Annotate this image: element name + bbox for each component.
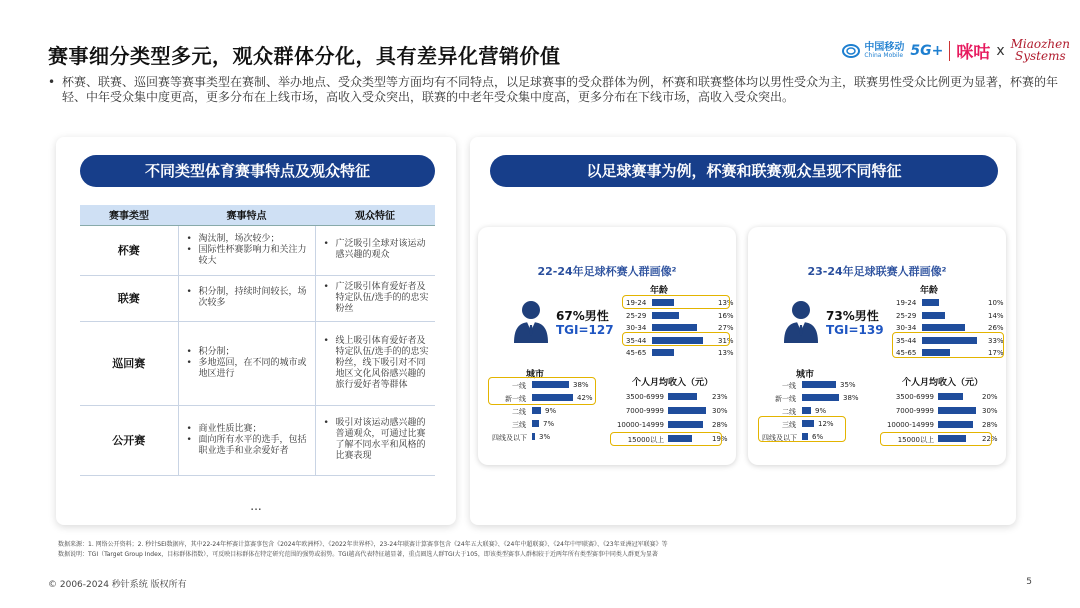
highlight-box (880, 432, 992, 446)
bar-value: 19% (712, 435, 728, 443)
row-type: 巡回赛 (80, 321, 178, 405)
more-ellipsis: ... (250, 499, 262, 513)
logo-bar (842, 38, 1070, 63)
bar-value: 13% (718, 349, 734, 357)
bar (938, 407, 976, 414)
bar-value: 10% (988, 299, 1004, 307)
bar-label: 3500-6999 (625, 393, 664, 401)
page-title: 赛事细分类型多元，观众群体分化，具有差异化营销价值 (48, 44, 561, 68)
bar-value: 23% (712, 393, 728, 401)
feature-item: • 商业性质比赛； (185, 424, 309, 435)
bar-value: 26% (988, 324, 1004, 332)
bar (532, 420, 539, 427)
bar-label: 10000-14999 (886, 421, 934, 429)
row-type: 公开赛 (80, 405, 178, 475)
footnotes (58, 540, 1058, 560)
income-label: 个人月均收入（元） (632, 378, 714, 388)
bar-label: 3500-6999 (895, 393, 934, 401)
bar-label: 45-65 (896, 349, 917, 357)
bar-value: 28% (982, 421, 998, 429)
row-type: 联赛 (80, 275, 178, 321)
tgi-value: TGI=127 (556, 323, 614, 337)
table-row (80, 405, 435, 475)
bar-value: 16% (718, 311, 734, 320)
male-percentage: 67%男性 (556, 309, 609, 323)
bar-label: 45-65 (626, 349, 647, 357)
male-person-icon (512, 299, 550, 343)
bar-label: 一线 (512, 382, 526, 390)
table-row (80, 225, 435, 275)
bar (922, 312, 945, 319)
col-header-audience: 观众特征 (315, 205, 435, 225)
card-title: 23-24年足球联赛人群画像² (807, 265, 947, 278)
bar-value: 14% (988, 311, 1004, 320)
male-percentage: 73%男性 (826, 309, 879, 323)
tgi-value: TGI=139 (826, 323, 884, 337)
bar-label: 7000-9999 (895, 407, 934, 415)
age-label: 年龄 (920, 286, 939, 296)
col-header-type: 赛事类型 (80, 205, 178, 225)
bar-label: 35-44 (626, 336, 647, 345)
explain-note: 数据说明：TGI（Target Group Index，目标群体指数），可反映目标群体在特定研究范围的强势或弱势。TGI越高代表特征越显著，重点圈选人群TGI大于105，即该类型赛事人群相较于近两年所有类型赛事中同类人群更为显著 (58, 551, 658, 558)
bar-value: 42% (577, 394, 593, 402)
bar (938, 421, 973, 428)
row-type: 杯赛 (80, 225, 178, 275)
col-header-features: 赛事特点 (178, 205, 315, 225)
source-note: 数据来源：1. 网络公开资料；2. 秒针SEI数据库，其中22-24年杯赛计算赛事包含《2024年欧洲杯》、《2022年世界杯》，23-24年联赛计算赛事包含《24年五大联赛》、《24年中超联赛》、《24年中甲联赛》、《23年亚洲冠军联赛》等 (58, 541, 668, 548)
feature-item: • 淘汰制，场次较少； (185, 234, 309, 245)
bar (668, 421, 703, 428)
intro-bullet: • 杯赛、联赛、巡回赛等赛事类型在赛制、举办地点、受众类型等方面均有不同特点，以足球赛事的受众群体为例，杯赛和联赛整体均以男性受众为主，联赛男性受众比例更为显著，杯赛的年轻、中年受众集中度更高，更多分布在上线市场，高收入受众突出，联赛的中老年受众集中度高，更多分布在下线市场，高收入受众突出。 (48, 75, 1058, 105)
bar-label: 19-24 (896, 299, 917, 307)
feature-item: • 积分制，持续时间较长，场次较多 (185, 287, 309, 309)
bar-label: 二线 (782, 408, 796, 416)
bar-value: 38% (573, 381, 589, 389)
table-header-row (80, 205, 435, 225)
bar-value: 13% (718, 299, 734, 307)
bar-label: 30-34 (896, 324, 917, 332)
feature-item: • 多地巡回，在不同的城市或地区进行 (185, 358, 309, 380)
bar-value: 31% (718, 336, 734, 345)
bar (652, 349, 674, 356)
highlight-box (622, 332, 730, 346)
bar-value: 27% (718, 324, 734, 332)
person-figure (782, 299, 820, 347)
bar-value: 7% (543, 420, 555, 428)
right-panel (470, 137, 1016, 525)
left-panel (56, 137, 456, 525)
bar-label: 19-24 (626, 299, 647, 307)
bar-value: 17% (988, 349, 1004, 357)
china-mobile-en: China Mobile (864, 51, 904, 59)
bar (668, 393, 697, 400)
page-number: 5 (1026, 577, 1032, 587)
miaozhen-logo-line1: Miaozhen (1010, 37, 1070, 52)
highlight-box (610, 432, 722, 446)
bar-label: 10000-14999 (616, 421, 664, 429)
highlight-box (892, 332, 1004, 358)
income-label: 个人月均收入（元） (902, 378, 984, 388)
bar-value: 30% (982, 407, 998, 415)
bar (922, 324, 965, 331)
bar-label: 新一线 (775, 395, 796, 403)
city-label: 城市 (796, 370, 815, 380)
feature-item: • 积分制； (185, 347, 309, 358)
bar-label: 四线及以下 (492, 434, 527, 442)
bar-value: 6% (812, 433, 824, 441)
bar (802, 381, 836, 388)
china-mobile-logo (842, 43, 904, 59)
table-row (80, 275, 435, 321)
audience-item: • 广泛吸引体育爱好者及特定队伍/选手的的忠实粉丝 (322, 282, 430, 315)
table-row (80, 321, 435, 405)
person-figure (512, 299, 550, 347)
male-person-icon (782, 299, 820, 343)
league-profile-card (748, 227, 1006, 465)
audience-item: • 广泛吸引全球对该运动感兴趣的观众 (322, 239, 430, 261)
bar-label: 三线 (782, 421, 796, 429)
bar-value: 38% (843, 394, 859, 402)
logo-divider (949, 41, 950, 61)
bar-label: 7000-9999 (625, 407, 664, 415)
bar-label: 四线及以下 (762, 434, 797, 442)
bar-label: 35-44 (896, 336, 917, 345)
bar-label: 三线 (512, 421, 526, 429)
bar-label: 15000以上 (897, 436, 934, 444)
highlight-box (488, 377, 596, 405)
bar-value: 9% (815, 407, 827, 415)
cup-profile-card (478, 227, 736, 465)
bar-label: 15000以上 (627, 436, 664, 444)
bar-value: 28% (712, 421, 728, 429)
feature-item: • 面向所有水平的选手，包括职业选手和业余爱好者 (185, 435, 309, 457)
logo-x: x (996, 42, 1005, 59)
card-title: 22-24年足球杯赛人群画像² (537, 265, 677, 278)
event-type-table (80, 205, 435, 476)
bar-value: 35% (840, 381, 856, 389)
bar (652, 324, 697, 331)
migu-logo: 咪咕 (956, 43, 991, 63)
5g-logo: 5G+ (910, 42, 944, 59)
highlight-box (622, 295, 730, 309)
bar-label: 25-29 (626, 311, 647, 320)
bar-value: 20% (982, 393, 998, 401)
bar-value: 33% (988, 336, 1004, 345)
right-panel-header: 以足球赛事为例，杯赛和联赛观众呈现不同特征 (490, 155, 998, 187)
bar (802, 394, 839, 401)
left-panel-header: 不同类型体育赛事特点及观众特征 (80, 155, 435, 187)
city-label: 城市 (526, 370, 545, 380)
copyright: © 2006-2024 秒针系统 版权所有 (48, 580, 187, 590)
bar-value: 22% (982, 435, 998, 443)
bar-value: 3% (539, 433, 551, 441)
highlight-box (758, 416, 846, 442)
bar-value: 9% (545, 407, 557, 415)
feature-item: • 国际性杯赛影响力和关注力较大 (185, 245, 309, 267)
bar-label: 25-29 (896, 311, 917, 320)
bar (532, 407, 541, 414)
bar-value: 12% (818, 420, 834, 428)
miaozhen-logo-line2: Systems (1014, 48, 1066, 63)
bar (922, 299, 939, 306)
bar (532, 433, 535, 440)
miaozhen-logo (1011, 39, 1070, 62)
bar (652, 312, 679, 319)
age-label: 年龄 (650, 286, 669, 296)
china-mobile-icon (842, 43, 860, 59)
bar-label: 一线 (782, 382, 796, 390)
bar-value: 30% (712, 407, 728, 415)
bar-label: 二线 (512, 408, 526, 416)
audience-item: • 线上吸引体育爱好者及特定队伍/选手的的忠实粉丝，线下吸引对不同地区文化风俗感兴趣的旅行爱好者等群体 (322, 336, 430, 391)
bar-label: 30-34 (626, 324, 647, 332)
audience-item: • 吸引对该运动感兴趣的普通观众，可通过比赛了解不同水平和风格的比赛表现 (322, 418, 430, 462)
china-mobile-name: 中国移动 (864, 41, 905, 53)
bar (802, 407, 811, 414)
bar-label: 新一线 (505, 395, 526, 403)
bar (938, 393, 963, 400)
bar (668, 407, 706, 414)
